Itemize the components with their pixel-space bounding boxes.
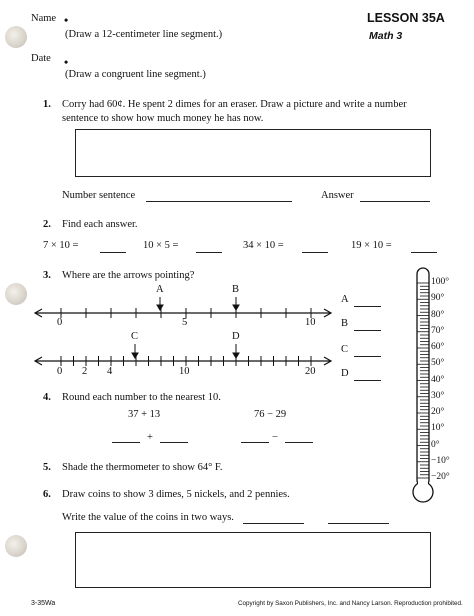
answer-b-label: B bbox=[341, 318, 349, 329]
answer-c-label: C bbox=[341, 344, 349, 355]
arrow-d-head bbox=[233, 353, 239, 358]
answer-d-blank[interactable] bbox=[354, 380, 381, 381]
date-start-dot: • bbox=[64, 55, 69, 69]
line2-label-10: 10 bbox=[179, 366, 190, 377]
line1-label-10: 10 bbox=[305, 317, 316, 328]
date-label: Date bbox=[31, 53, 51, 64]
q6-drawing-box[interactable] bbox=[75, 532, 431, 588]
arrow-label-c: C bbox=[131, 331, 139, 342]
thermo-label-neg20: −20° bbox=[431, 472, 450, 482]
q4-plus: + bbox=[147, 432, 153, 443]
line2-label-20: 20 bbox=[305, 366, 316, 377]
thermo-label-100: 100° bbox=[431, 277, 450, 287]
answer-a-blank[interactable] bbox=[354, 306, 381, 307]
arrow-label-d: D bbox=[232, 331, 240, 342]
arrow-a-head bbox=[157, 305, 163, 310]
q2-text: Find each answer. bbox=[62, 219, 138, 230]
q3-number: 3. bbox=[43, 270, 51, 281]
q4-minus: − bbox=[272, 432, 278, 443]
q6-number: 6. bbox=[43, 489, 51, 500]
arrow-label-a: A bbox=[156, 284, 164, 295]
line2-label-4: 4 bbox=[107, 366, 113, 377]
line1-label-0: 0 bbox=[57, 317, 63, 328]
answer-c-blank[interactable] bbox=[354, 356, 381, 357]
name-instruction: (Draw a 12-centimeter line segment.) bbox=[65, 29, 223, 40]
date-instruction: (Draw a congruent line segment.) bbox=[65, 69, 206, 80]
q4-problem-1: 37 + 13 bbox=[128, 409, 161, 420]
answer-d-label: D bbox=[341, 368, 349, 379]
q2-number: 2. bbox=[43, 219, 51, 230]
number-line-2-ticks bbox=[61, 356, 311, 366]
arrow-label-b: B bbox=[232, 284, 240, 295]
line2-label-2: 2 bbox=[82, 366, 88, 377]
q1-text-line2: sentence to show how much money he has now. bbox=[62, 113, 264, 124]
arrow-c-head bbox=[132, 353, 138, 358]
name-label: Name bbox=[31, 13, 57, 24]
q2-problem-1: 7 × 10 = bbox=[43, 240, 79, 251]
q4-text: Round each number to the nearest 10. bbox=[62, 392, 221, 403]
line2-label-0: 0 bbox=[57, 366, 63, 377]
q5-number: 5. bbox=[43, 462, 51, 473]
q6-value-blank-1[interactable] bbox=[243, 523, 304, 524]
thermo-label-30: 30° bbox=[431, 390, 445, 401]
thermometer-graphic bbox=[413, 268, 433, 502]
footer-code: 3-35Wa bbox=[31, 600, 56, 607]
lesson-title: LESSON 35A bbox=[367, 11, 445, 25]
answer-a-label: A bbox=[341, 294, 349, 305]
thermo-label-20: 20° bbox=[431, 407, 445, 417]
q6-text: Draw coins to show 3 dimes, 5 nickels, and 2 pennies. bbox=[62, 489, 290, 500]
q5-text: Shade the thermometer to show 64° F. bbox=[62, 462, 223, 473]
thermo-label-90: 90° bbox=[431, 293, 445, 304]
q6-value-blank-2[interactable] bbox=[328, 523, 389, 524]
q1-text-line1: Corry had 60¢. He spent 2 dimes for an eraser. Draw a picture and write a number bbox=[62, 99, 407, 110]
name-start-dot: • bbox=[64, 13, 69, 27]
footer-copyright: Copyright by Saxon Publishers, Inc. and Nancy Larson. Reproduction prohibited. bbox=[238, 600, 463, 607]
arrow-b-head bbox=[233, 305, 239, 310]
thermo-label-40: 40° bbox=[431, 374, 445, 385]
q4-round-2a[interactable] bbox=[241, 442, 269, 443]
q4-round-2b[interactable] bbox=[285, 442, 313, 443]
q2-problem-4: 19 × 10 = bbox=[351, 240, 392, 251]
answer-b-blank[interactable] bbox=[354, 330, 381, 331]
thermo-label-neg10: −10° bbox=[431, 455, 450, 466]
thermo-label-60: 60° bbox=[431, 342, 445, 352]
q1-answer-label: Answer bbox=[321, 190, 354, 201]
q2-problem-2: 10 × 5 = bbox=[143, 240, 179, 251]
q4-number: 4. bbox=[43, 392, 51, 403]
q1-number: 1. bbox=[43, 99, 51, 110]
q1-sentence-label: Number sentence bbox=[62, 190, 136, 201]
thermo-label-80: 80° bbox=[431, 309, 445, 320]
q4-round-1a[interactable] bbox=[112, 442, 140, 443]
q6-subtext: Write the value of the coins in two ways. bbox=[62, 512, 234, 523]
thermo-label-0: 0° bbox=[431, 439, 440, 450]
q3-text: Where are the arrows pointing? bbox=[62, 270, 195, 281]
q2-problem-3: 34 × 10 = bbox=[243, 240, 284, 251]
thermo-label-10: 10° bbox=[431, 423, 445, 434]
q4-problem-2: 76 − 29 bbox=[254, 409, 287, 420]
course-name: Math 3 bbox=[369, 30, 403, 42]
q4-round-1b[interactable] bbox=[160, 442, 188, 443]
line1-label-5: 5 bbox=[182, 317, 188, 328]
thermo-label-50: 50° bbox=[431, 358, 445, 369]
thermo-label-70: 70° bbox=[431, 325, 445, 336]
